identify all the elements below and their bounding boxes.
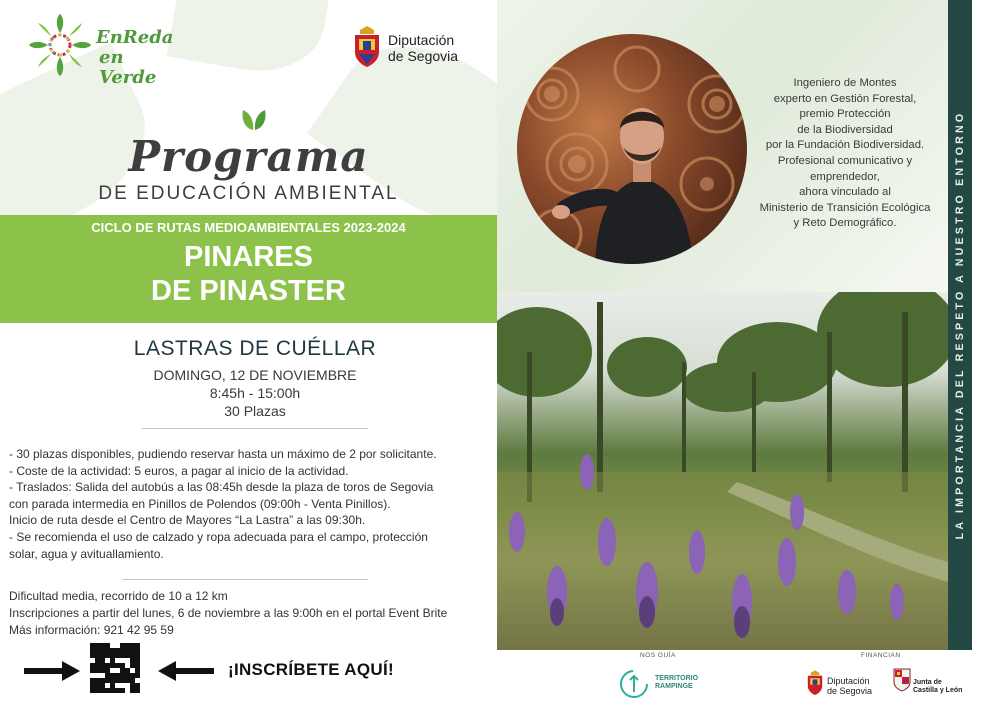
leaf-decoration	[167, 0, 334, 82]
funder-2-line-2: Castilla y León	[913, 687, 963, 694]
difficulty-text: Dificultad media, recorrido de 10 a 12 km	[9, 589, 228, 603]
registration-text: Inscripciones a partir del lunes, 6 de noviembre a las 9:00h en el portal Event Brite	[9, 606, 448, 620]
enreda-flower-icon	[28, 14, 92, 76]
program-subtitle: DE EDUCACIÓN AMBIENTAL	[98, 183, 399, 204]
info-line: - 30 plazas disponibles, pudiendo reservar hasta un máximo de 2 por solicitante.	[9, 447, 437, 461]
funder-diputacion	[827, 676, 872, 696]
funder-1-line-2: de Segovia	[827, 686, 873, 696]
left-arrow-icon	[158, 660, 214, 682]
route-title	[0, 240, 497, 308]
route-title-line-1: PINARES	[184, 241, 313, 273]
enreda-logo	[28, 14, 178, 88]
info-line: - Traslados: Salida del autobús a las 08:45h desde la plaza de toros de Segovia	[9, 480, 434, 495]
event-details	[0, 366, 497, 420]
qr-module	[135, 688, 140, 693]
info-line: - Se recomienda el uso de calzado y ropa adecuada para el campo, protección	[9, 529, 428, 544]
pine-forest-photo	[497, 292, 948, 650]
enreda-line-1: EnReda	[96, 27, 174, 48]
info-line: - Coste de la actividad: 5 euros, a pagar al inicio de la actividad.	[9, 463, 349, 478]
territorio-rampinge-icon	[618, 668, 650, 700]
diputacion-logo	[352, 24, 472, 72]
lavender-forest-image	[497, 292, 948, 650]
divider	[142, 428, 368, 429]
sprout-icon	[241, 108, 267, 132]
event-time: 8:45h - 15:00h	[209, 385, 301, 401]
slogan-text: LA IMPORTANCIA DEL RESPETO A NUESTRO ENTORNO	[954, 110, 966, 540]
territorio-rampinge-logo	[655, 675, 698, 691]
program-title: Programa	[128, 132, 369, 181]
info-line: Inicio de ruta desde el Centro de Mayores “La Lastra” a las 09:30h.	[9, 513, 366, 528]
guide-photo	[517, 34, 747, 264]
contact-phone: Más información: 921 42 95 59	[9, 623, 174, 637]
qr-code-icon[interactable]	[90, 643, 140, 693]
bio-line: Ministerio de Transición Ecológica	[759, 201, 931, 214]
route-title-line-2: DE PINASTER	[151, 275, 346, 307]
coat-of-arms-icon	[352, 26, 382, 68]
bio-line: Ingeniero de Montes	[793, 77, 897, 89]
bio-line: premio Protección	[799, 108, 891, 121]
guide-bio	[752, 76, 938, 232]
info-list	[9, 446, 494, 562]
guide-label: NOS GUÍA	[640, 652, 676, 659]
diputacion-line-2: de Segovia	[388, 48, 459, 64]
divider	[122, 579, 368, 580]
bio-line: emprendedor,	[810, 170, 880, 183]
funder-2-line-1: Junta de	[913, 679, 942, 686]
diputacion-wordmark	[388, 32, 458, 64]
cycle-label: CICLO DE RUTAS MEDIOAMBIENTALES 2023-2024	[91, 220, 406, 235]
castilla-leon-shield-icon	[893, 668, 911, 692]
diputacion-line-1: Diputación	[388, 32, 455, 48]
funder-junta	[913, 679, 962, 695]
register-cta-link[interactable]: ¡INSCRÍBETE AQUÍ!	[228, 660, 394, 679]
bio-line: y Reto Demográfico.	[793, 217, 897, 230]
enreda-wordmark	[96, 28, 178, 88]
territorio-line-2: RAMPINGE	[655, 683, 693, 690]
bio-line: Profesional comunicativo y	[777, 154, 913, 167]
guide-portrait-image	[517, 34, 747, 264]
bio-line: por la Fundación Biodiversidad.	[765, 139, 925, 152]
route-band	[0, 215, 497, 323]
territorio-line-1: TERRITORIO	[655, 675, 699, 682]
bio-line: de la Biodiversidad	[797, 123, 893, 136]
right-arrow-icon	[24, 660, 80, 682]
funder-1-line-1: Diputación	[827, 676, 870, 686]
town-name: LASTRAS DE CUÉLLAR	[133, 337, 377, 360]
bio-line: ahora vinculado al	[799, 186, 891, 199]
enreda-line-2: en Verde	[99, 47, 157, 88]
event-date: DOMINGO, 12 DE NOVIEMBRE	[153, 367, 357, 383]
info-line: con parada intermedia en Pinillos de Polendos (09:00h - Venta Pinillos).	[9, 496, 391, 511]
bio-line: experto en Gestión Forestal,	[773, 92, 917, 105]
coat-of-arms-icon	[806, 670, 824, 696]
extra-info	[9, 588, 494, 639]
info-line: solar, agua y avituallamiento.	[9, 546, 164, 561]
left-panel	[0, 0, 497, 707]
funders-label: FINANCIAN	[861, 652, 901, 659]
event-places: 30 Plazas	[224, 403, 286, 419]
